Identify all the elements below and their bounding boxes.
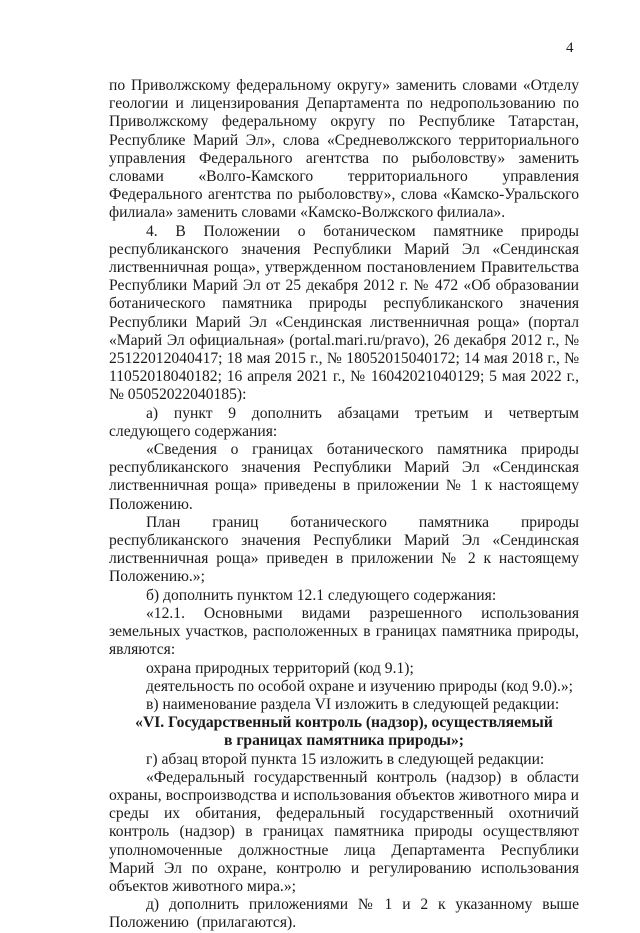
paragraph-subitem-a: а) пункт 9 дополнить абзацами третьим и четвертым следующего содержания: bbox=[109, 404, 579, 440]
paragraph-land-use-9-1: охрана природных территорий (код 9.1); bbox=[146, 659, 414, 677]
document-body bbox=[109, 77, 579, 933]
paragraph-intro-continuation: по Приволжскому федеральному округу» заменить словами «Отделу геологии и лицензирования Департамента по недропользованию по Приволжскому федеральному округу по Республике Татарстан, Республике Марий Эл», слова «Средневолжского территориального управления Федерального агентства по рыболовству» заменить словами «Волго-Камского территориального управления Федерального агентства по рыболовству», слова «Камско-Уральского филиала» заменить словами «Камско-Волжского филиала». bbox=[109, 77, 579, 222]
paragraph-land-use-9-0: деятельность по особой охране и изучению природы (код 9.0).»; bbox=[146, 677, 573, 695]
paragraph-item-4: 4. В Положении о ботаническом памятнике природы республиканского значения Республики Марий Эл «Сендинская лиственничная роща», утвержденном постановлением Правительства Республики Марий Эл от 25 декабря 2012 г. № 472 «Об образовании ботанического памятника природы республиканского значения Республики Марий Эл «Сендинская лиственничная роща» (портал «Марий Эл официальная» (portal.mari.ru/pravo), 26 декабря 2012 г., № 25122012040417; 18 мая 2015 г., № 18052015040172; 14 мая 2018 г., № 11052018040182; 16 апреля 2021 г., № 16042021040129; 5 мая 2022 г., № 05052022040185): bbox=[109, 222, 579, 404]
section-heading-line-1: «VI. Государственный контроль (надзор), осуществляемый bbox=[135, 714, 553, 732]
paragraph-boundary-plan: План границ ботанического памятника природы республиканского значения Республики Марий Эл «Сендинская лиственничная роща» приведен в приложении № 2 к настоящему Положению.»; bbox=[109, 513, 579, 586]
paragraph-federal-control: «Федеральный государственный контроль (надзор) в области охраны, воспроизводства и использования объектов животного мира и среды их обитания, федеральный государственный охотничий контроль (надзор) в границах памятника природы осуществляют уполномоченные должностные лица Департамента Республики Марий Эл по охране, контролю и регулированию использования объектов животного мира.»; bbox=[109, 768, 579, 895]
paragraph-quote-boundaries: «Сведения о границах ботанического памятника природы республиканского значения Республики Марий Эл «Сендинская лиственничная роща» приведены в приложении № 1 к настоящему Положению. bbox=[109, 441, 579, 513]
paragraph-subitem-b: б) дополнить пунктом 12.1 следующего содержания: bbox=[146, 586, 497, 604]
paragraph-subitem-v: в) наименование раздела VI изложить в следующей редакции: bbox=[146, 695, 560, 713]
paragraph-subitem-g: г) абзац второй пункта 15 изложить в следующей редакции: bbox=[146, 750, 545, 768]
page-number: 4 bbox=[566, 40, 574, 56]
paragraph-item-12-1: «12.1. Основными видами разрешенного использования земельных участков, расположенных в границах памятника природы, являются: bbox=[109, 604, 579, 659]
paragraph-subitem-d: д) дополнить приложениями № 1 и 2 к указанному выше Положению (прилагаются). bbox=[109, 896, 579, 932]
section-heading-line-2: в границах памятника природы»; bbox=[224, 732, 464, 750]
